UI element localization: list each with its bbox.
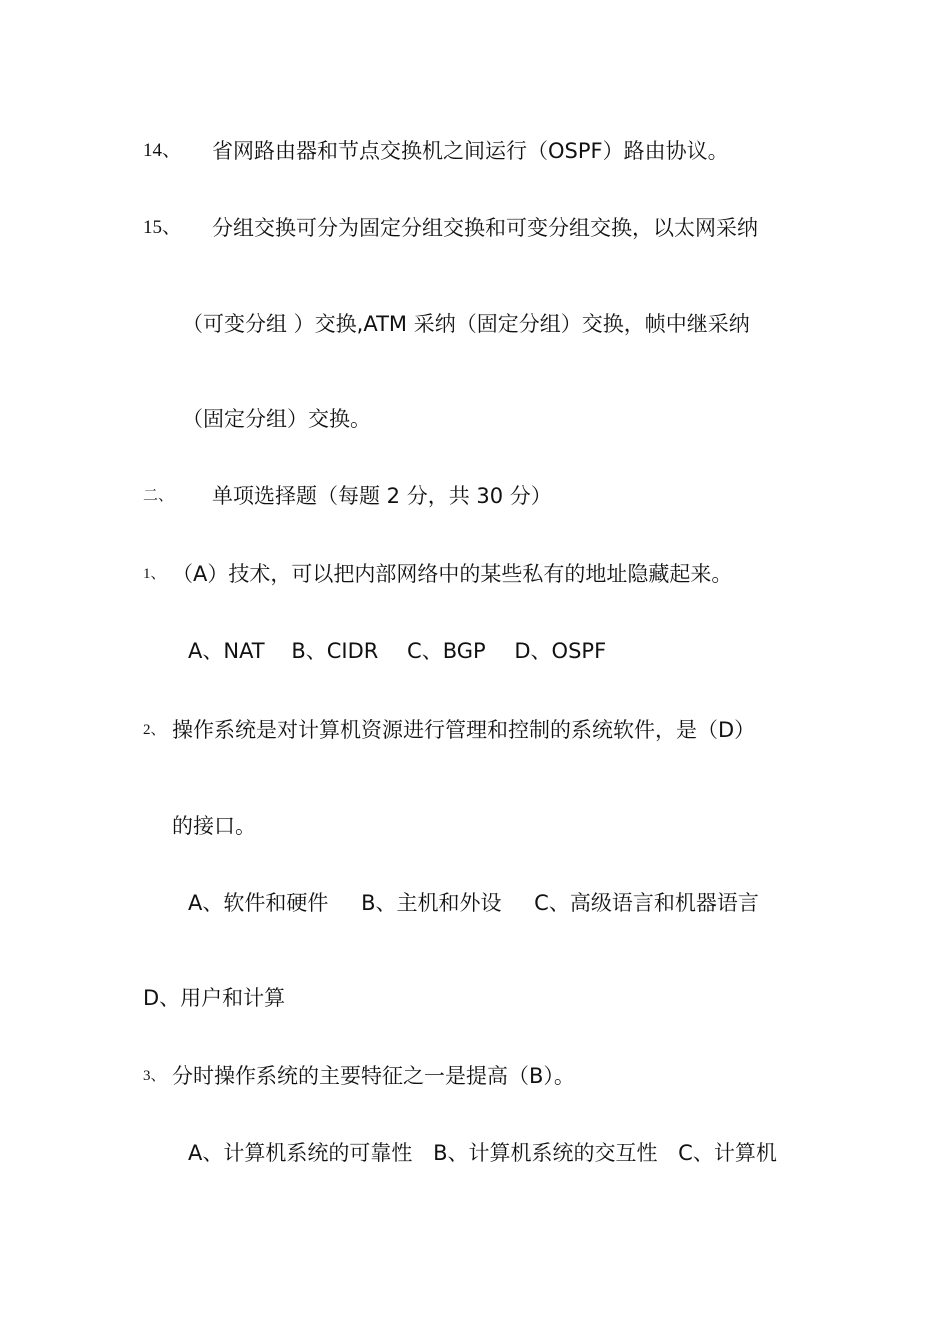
question-continuation: 的接口。 — [172, 814, 256, 838]
section-number: 二、 — [143, 488, 174, 504]
option-d: D、OSPF — [514, 639, 607, 663]
option-b: B、主机和外设 — [361, 891, 502, 915]
question-text: （A）技术，可以把内部网络中的某些私有的地址隐藏起来。 — [172, 562, 733, 586]
question-number: 1、 — [143, 566, 166, 582]
option-a: A、计算机系统的可靠性 — [188, 1141, 413, 1165]
question-text: 操作系统是对计算机资源进行管理和控制的系统软件，是（D） — [172, 718, 756, 742]
option-b: B、计算机系统的交互性 — [433, 1141, 658, 1165]
item-text: 分组交换可分为固定分组交换和可变分组交换，以太网采纳 — [212, 216, 758, 240]
option-d: D、用户和计算 — [143, 986, 286, 1010]
option-c: C、高级语言和机器语言 — [534, 891, 759, 915]
item-number: 15、 — [143, 217, 182, 238]
item-text: 省网路由器和节点交换机之间运行（OSPF）路由协议。 — [212, 139, 729, 163]
question-options — [188, 1139, 777, 1167]
option-a: A、软件和硬件 — [188, 891, 329, 915]
question-text: 分时操作系统的主要特征之一是提高（B）。 — [172, 1064, 575, 1088]
item-continuation: （固定分组）交换。 — [182, 407, 371, 431]
option-a: A、NAT — [188, 639, 265, 663]
option-b: B、CIDR — [291, 639, 379, 663]
question-options — [188, 637, 606, 665]
question-number: 2、 — [143, 722, 166, 738]
item-continuation: （可变分组 ）交换,ATM 采纳（固定分组）交换，帧中继采纳 — [182, 312, 750, 336]
section-title: 单项选择题（每题 2 分，共 30 分） — [212, 484, 552, 508]
option-c: C、BGP — [407, 639, 486, 663]
question-options — [188, 889, 759, 917]
option-c: C、计算机 — [678, 1141, 777, 1165]
item-number: 14、 — [143, 140, 182, 161]
question-number: 3、 — [143, 1068, 166, 1084]
